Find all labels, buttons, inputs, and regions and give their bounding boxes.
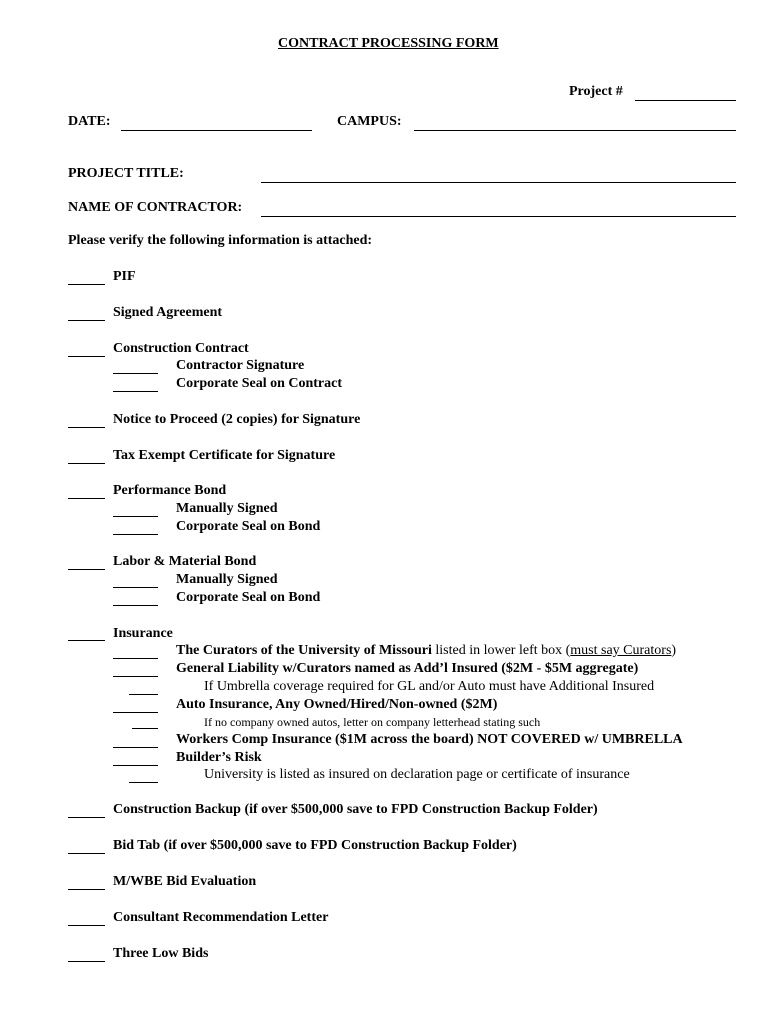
checkbox-blank-auto-note[interactable]: [132, 728, 158, 729]
curators-close-text: ): [671, 643, 677, 658]
item-general-liability: General Liability w/Curators named as Add’l Insured ($2M - $5M aggregate): [176, 661, 639, 676]
checkbox-blank-general-liability[interactable]: [113, 676, 158, 677]
instructions-text: Please verify the following information is attached:: [68, 233, 373, 248]
checkbox-blank-pb-corporate-seal[interactable]: [113, 534, 158, 535]
project-number-label: Project #: [569, 84, 623, 99]
date-field[interactable]: [121, 130, 312, 131]
checkbox-blank-contractor-signature[interactable]: [113, 373, 158, 374]
form-title: CONTRACT PROCESSING FORM: [278, 36, 499, 51]
checkbox-blank-three-low-bids[interactable]: [68, 961, 105, 962]
checkbox-blank-notice-to-proceed[interactable]: [68, 427, 105, 428]
checkbox-blank-builders-risk[interactable]: [113, 765, 158, 766]
item-workers-comp: Workers Comp Insurance ($1M across the board) NOT COVERED w/ UMBRELLA: [176, 732, 683, 747]
curators-plain-text: listed in lower left box (: [431, 643, 571, 658]
project-number-field[interactable]: [635, 100, 736, 101]
checkbox-blank-signed-agreement[interactable]: [68, 320, 105, 321]
checkbox-blank-insurance[interactable]: [68, 640, 105, 641]
checkbox-blank-labor-material-bond[interactable]: [68, 569, 105, 570]
checkbox-blank-construction-contract[interactable]: [68, 356, 105, 357]
date-label: DATE:: [68, 114, 111, 129]
item-notice-to-proceed: Notice to Proceed (2 copies) for Signature: [113, 412, 361, 427]
item-lmb-manually-signed: Manually Signed: [176, 572, 278, 587]
project-title-field[interactable]: [261, 182, 736, 183]
item-auto-insurance: Auto Insurance, Any Owned/Hired/Non-owned ($2M): [176, 697, 498, 712]
checkbox-blank-pif[interactable]: [68, 284, 105, 285]
item-insurance: Insurance: [113, 626, 173, 641]
checkbox-blank-builders-note[interactable]: [129, 782, 158, 783]
item-three-low-bids: Three Low Bids: [113, 946, 209, 961]
checkbox-blank-bid-tab[interactable]: [68, 853, 105, 854]
checkbox-blank-construction-backup[interactable]: [68, 817, 105, 818]
item-auto-note: If no company owned autos, letter on company letterhead stating such: [204, 715, 541, 729]
item-pb-manually-signed: Manually Signed: [176, 501, 278, 516]
item-pif: PIF: [113, 269, 136, 284]
item-bid-tab: Bid Tab (if over $500,000 save to FPD Construction Backup Folder): [113, 838, 517, 853]
item-tax-exempt: Tax Exempt Certificate for Signature: [113, 448, 336, 463]
checkbox-blank-umbrella[interactable]: [129, 694, 158, 695]
item-labor-material-bond: Labor & Material Bond: [113, 554, 257, 569]
item-builders-risk: Builder’s Risk: [176, 750, 262, 765]
checkbox-blank-workers-comp[interactable]: [113, 747, 158, 748]
project-title-label: PROJECT TITLE:: [68, 166, 184, 181]
item-performance-bond: Performance Bond: [113, 483, 227, 498]
item-construction-backup: Construction Backup (if over $500,000 save to FPD Construction Backup Folder): [113, 802, 598, 817]
item-corporate-seal-contract: Corporate Seal on Contract: [176, 376, 343, 391]
item-pb-corporate-seal: Corporate Seal on Bond: [176, 519, 321, 534]
checkbox-blank-tax-exempt[interactable]: [68, 463, 105, 464]
item-umbrella-note: If Umbrella coverage required for GL and/or Auto must have Additional Insured: [204, 679, 655, 694]
contractor-field[interactable]: [261, 216, 736, 217]
curators-bold-text: The Curators of the University of Missouri: [176, 643, 432, 658]
item-consultant-letter: Consultant Recommendation Letter: [113, 910, 329, 925]
checkbox-blank-curators[interactable]: [113, 658, 158, 659]
checkbox-blank-corporate-seal-contract[interactable]: [113, 391, 158, 392]
item-mwbe: M/WBE Bid Evaluation: [113, 874, 257, 889]
checkbox-blank-pb-manually-signed[interactable]: [113, 516, 158, 517]
campus-label: CAMPUS:: [337, 114, 402, 129]
item-contractor-signature: Contractor Signature: [176, 358, 305, 373]
item-curators: [176, 643, 676, 659]
contractor-label: NAME OF CONTRACTOR:: [68, 200, 243, 215]
campus-field[interactable]: [414, 130, 736, 131]
item-lmb-corporate-seal: Corporate Seal on Bond: [176, 590, 321, 605]
checkbox-blank-performance-bond[interactable]: [68, 498, 105, 499]
checkbox-blank-lmb-corporate-seal[interactable]: [113, 605, 158, 606]
checkbox-blank-lmb-manually-signed[interactable]: [113, 587, 158, 588]
curators-underline-text: must say Curators: [570, 643, 672, 658]
checkbox-blank-mwbe[interactable]: [68, 889, 105, 890]
checkbox-blank-auto-insurance[interactable]: [113, 712, 158, 713]
item-construction-contract: Construction Contract: [113, 341, 249, 356]
item-signed-agreement: Signed Agreement: [113, 305, 223, 320]
item-builders-note: University is listed as insured on declaration page or certificate of insurance: [204, 767, 630, 782]
checkbox-blank-consultant-letter[interactable]: [68, 925, 105, 926]
